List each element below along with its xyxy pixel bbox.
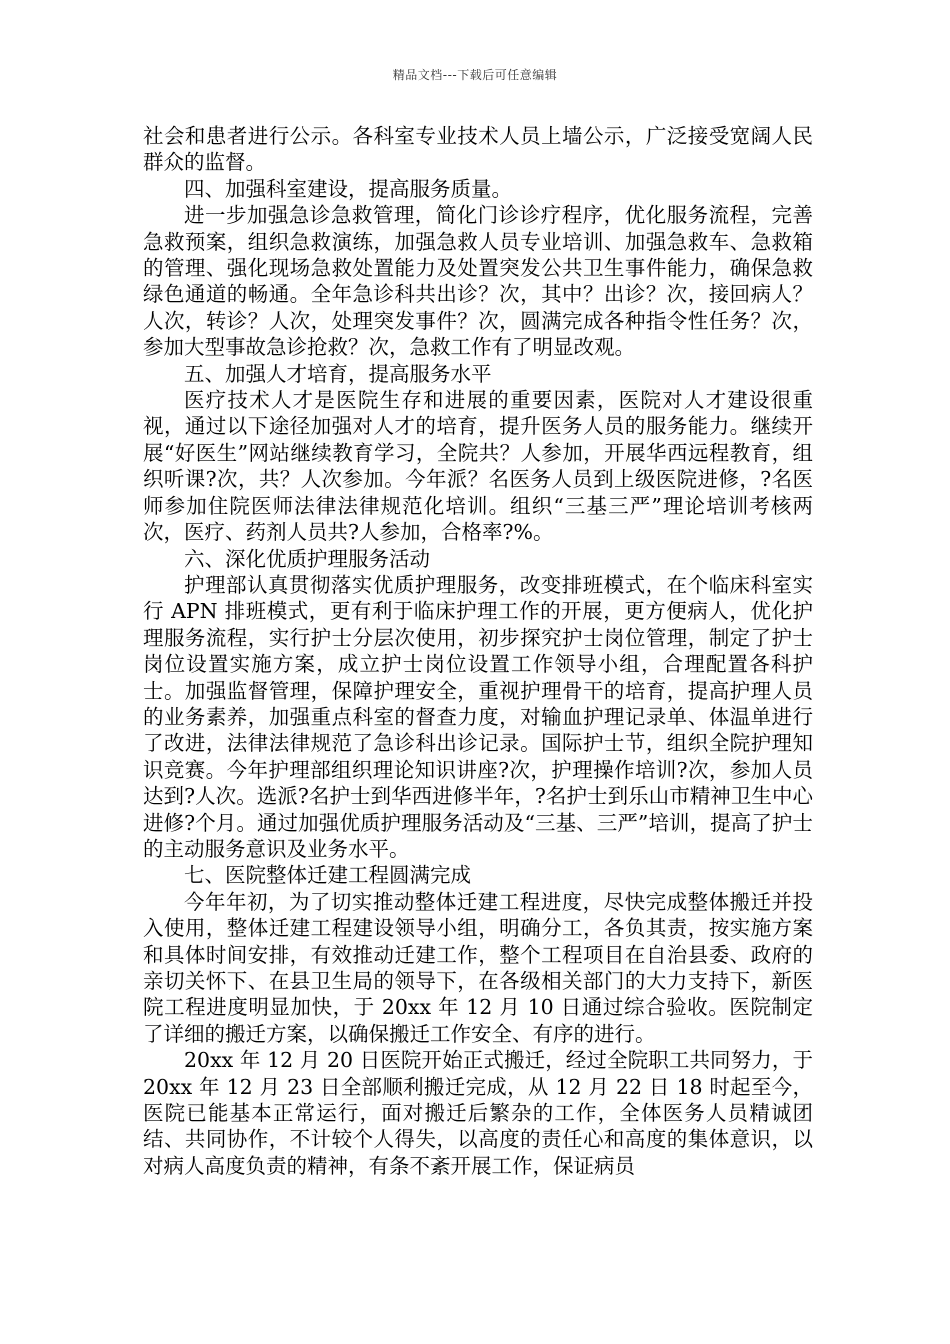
paragraph-continuation: 社会和患者进行公示。各科室专业技术人员上墙公示，广泛接受宽阔人民群众的监督。 bbox=[143, 124, 813, 175]
section-heading-5: 五、加强人才培育，提高服务水平 bbox=[184, 361, 492, 386]
paragraph-relocation-date: 20xx 年 12 月 20 日医院开始正式搬迁，经过全院职工共同努力，于 20xx 年 12 月 23 日全部顺利搬迁完成，从 12 月 22 日 18 时起至今，医院已能基本正常运行，面对搬迁后繁杂的工作，全体医务人员精诚团结、共同协作，不计较个人得失，以高度的责任心和高度的集体意识，以对病人高度负责的精神，有条不紊开展工作，保证病员 bbox=[143, 1048, 813, 1178]
section-heading-7: 七、医院整体迁建工程圆满完成 bbox=[184, 863, 471, 888]
paragraph-talent: 医疗技术人才是医院生存和进展的重要因素，医院对人才建设很重视，通过以下途径加强对人才的培育，提升医务人员的服务能力。继续开展“好医生”网站继续教育学习，全院共？人参加，开展华西远程教育，组织听课?次，共？人次参加。今年派？名医务人员到上级医院进修，?名医师参加住院医师法律法律规范化培训。组织“三基三严”理论培训考核两次，医疗、药剂人员共?人参加，合格率?%。 bbox=[143, 388, 813, 545]
document-body bbox=[143, 123, 813, 1179]
section-heading-6: 六、深化优质护理服务活动 bbox=[184, 546, 430, 571]
paragraph-emergency: 进一步加强急诊急救管理，简化门诊诊疗程序，优化服务流程，完善急救预案，组织急救演练，加强急救人员专业培训、加强急救车、急救箱的管理、强化现场急救处置能力及处置突发公共卫生事件能力，确保急救绿色通道的畅通。全年急诊科共出诊？次，其中？出诊？次，接回病人？人次，转诊？人次，处理突发事件？次，圆满完成各种指令性任务？次，参加大型事故急诊抢救？次，急救工作有了明显改观。 bbox=[143, 203, 813, 360]
paragraph-nursing: 护理部认真贯彻落实优质护理服务，改变排班模式，在个临床科室实行 APN 排班模式，更有利于临床护理工作的开展，更方便病人，优化护理服务流程，实行护士分层次使用，初步探究护士岗位管理，制定了护士岗位设置实施方案，成立护士岗位设置工作领导小组，合理配置各科护士。加强监督管理，保障护理安全，重视护理骨干的培育，提高护理人员的业务素养，加强重点科室的督查力度，对输血护理记录单、体温单进行了改进，法律法律规范了急诊科出诊记录。国际护士节，组织全院护理知识竞赛。今年护理部组织理论知识讲座?次，护理操作培训?次，参加人员达到?人次。选派?名护士到华西进修半年，?名护士到乐山市精神卫生中心进修?个月。通过加强优质护理服务活动及“三基、三严”培训，提高了护士的主动服务意识及业务水平。 bbox=[143, 572, 813, 861]
section-heading-4: 四、加强科室建设，提高服务质量。 bbox=[184, 176, 512, 201]
page-header: 精品文档---下载后可任意编辑 bbox=[392, 68, 558, 82]
paragraph-relocation: 今年年初，为了切实推动整体迁建工程进度，尽快完成整体搬迁并投入使用，整体迁建工程建设领导小组，明确分工，各负其责，按实施方案和具体时间安排，有效推动迁建工作，整个工程项目在自治县委、政府的亲切关怀下、在县卫生局的领导下，在各级相关部门的大力支持下，新医院工程进度明显加快，于 20xx 年 12 月 10 日通过综合验收。医院制定了详细的搬迁方案，以确保搬迁工作安全、有序的进行。 bbox=[143, 889, 813, 1046]
